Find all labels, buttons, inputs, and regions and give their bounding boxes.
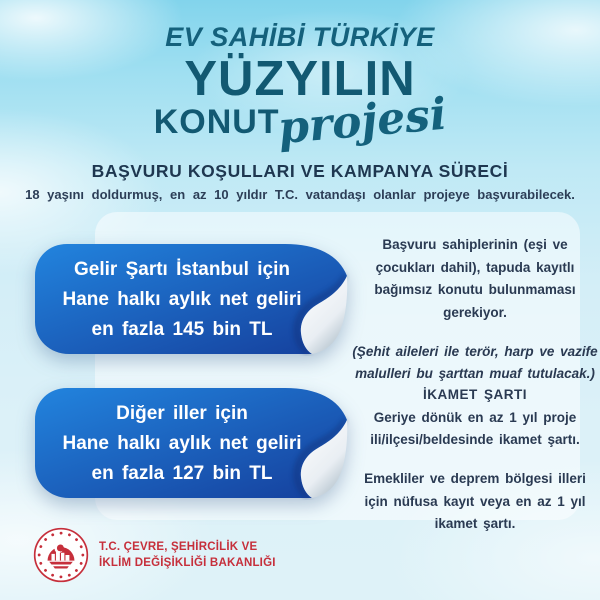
section-title: BAŞVURU KOŞULLARI VE KAMPANYA SÜRECİ [91, 161, 509, 181]
residence-condition-text: Geriye dönük en az 1 yıl proje ili/ilçesi/beldesinde ikamet şartı. [370, 409, 580, 448]
campaign-logo [0, 22, 600, 155]
residence-condition-heading: İKAMET ŞARTI [423, 387, 527, 402]
ministry-name-line1: T.C. ÇEVRE, ŞEHİRCİLİK VE [99, 540, 258, 553]
income-card-other-provinces [35, 388, 350, 500]
retirees-condition-text: Emekliler ve deprem bölgesi illeri için nüfusa kayıt veya en az 1 yıl ikamet şartı. [364, 471, 586, 532]
ministry-seal-icon [33, 527, 89, 583]
income-card-other-provinces-text [35, 399, 329, 489]
income-card-istanbul-text [35, 255, 329, 345]
card-line: Hane halkı aylık net geliri [62, 289, 302, 310]
card-line: Diğer iller için [116, 403, 248, 424]
ministry-name-line2: İKLİM DEĞİŞİKLİĞİ BAKANLIĞI [99, 557, 276, 569]
campaign-title-line1: EV SAHİBİ TÜRKİYE [165, 22, 435, 52]
ministry-footer [33, 527, 276, 583]
card-line: en fazla 145 bin TL [91, 319, 273, 340]
ownership-condition-text: Başvuru sahiplerinin (eşi ve çocukları dahil), tapuda kayıtlı bağımsız konutu bulunmaması gerekiyor. [374, 237, 576, 321]
ministry-name [99, 539, 276, 571]
ownership-condition-note [352, 234, 598, 386]
campaign-title-line2: YÜZYILIN [184, 52, 416, 106]
campaign-title-line3 [0, 88, 600, 155]
income-card-istanbul [35, 244, 350, 356]
card-line: Hane halkı aylık net geliri [62, 433, 302, 454]
card-line: Gelir Şartı İstanbul için [74, 259, 290, 280]
campaign-title-projesi: projesi [275, 88, 449, 155]
section-subtitle: 18 yaşını doldurmuş, en az 10 yıldır T.C. vatandaşı olanlar projeye başvurabilecek. [25, 187, 575, 202]
residence-condition-note [352, 384, 598, 536]
campaign-title-konut: KONUT [153, 103, 280, 141]
exemption-note-text: (Şehit aileleri ile terör, harp ve vazife malulleri bu şarttan muaf tutulacak.) [352, 343, 598, 382]
card-line: en fazla 127 bin TL [91, 463, 273, 484]
